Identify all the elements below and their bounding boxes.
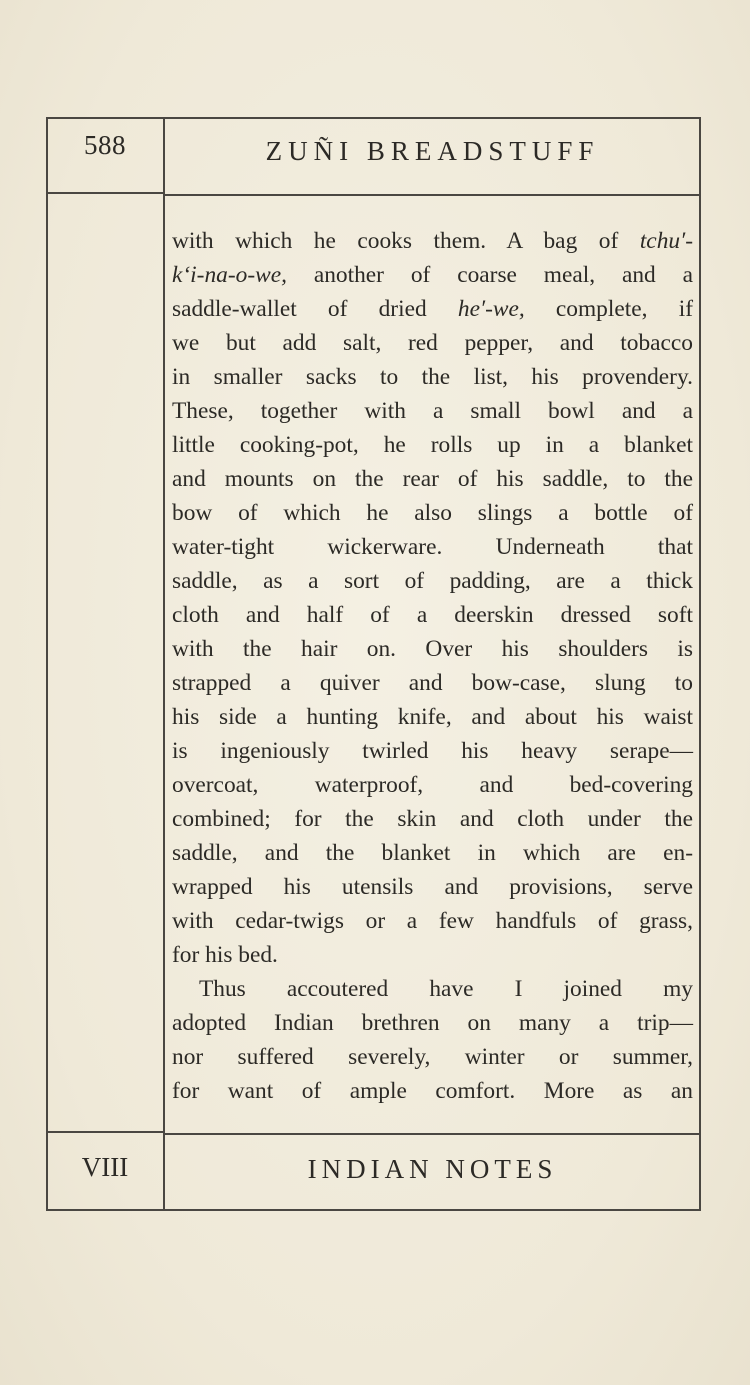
- footer-rule-left: [46, 1131, 164, 1133]
- running-head: ZUÑI BREADSTUFF: [265, 136, 600, 166]
- text-segment: Thus accoutered have I joined my: [199, 976, 693, 1002]
- text-segment: for want of ample comfort. More as an: [172, 1078, 693, 1104]
- text-segment: nor suffered severely, winter or summer,: [172, 1044, 693, 1070]
- text-segment: for his bed.: [172, 942, 278, 968]
- text-line: [172, 768, 693, 802]
- text-segment: These, together with a small bowl and a: [172, 398, 693, 424]
- text-line: [172, 598, 693, 632]
- text-segment: with the hair on. Over his shoulders is: [172, 636, 693, 662]
- italic-term: tchu′-: [639, 228, 693, 254]
- text-line: [172, 904, 693, 938]
- text-segment: we but add salt, red pepper, and tobacco: [172, 330, 693, 356]
- text-segment: saddle-wallet of dried: [172, 296, 458, 322]
- text-line: [172, 224, 693, 258]
- text-line: [172, 292, 693, 326]
- footer-rule-right: [164, 1133, 701, 1135]
- text-line: [172, 802, 693, 836]
- text-segment: is ingeniously twirled his heavy serape—: [172, 738, 693, 764]
- text-segment: in smaller sacks to the list, his provendery.: [172, 364, 693, 390]
- text-line: [172, 496, 693, 530]
- text-line: [172, 326, 693, 360]
- text-line: [172, 360, 693, 394]
- text-line: [172, 666, 693, 700]
- text-line: [172, 428, 693, 462]
- text-line: [172, 632, 693, 666]
- text-segment: with cedar-twigs or a few handfuls of grass,: [172, 908, 693, 934]
- text-segment: cloth and half of a deerskin dressed soft: [172, 602, 693, 628]
- text-line: [172, 462, 693, 496]
- italic-term: he′-we,: [457, 296, 525, 322]
- page-number: 588: [84, 130, 126, 160]
- italic-term: k‘i-na-o-we,: [172, 262, 287, 288]
- text-segment: combined; for the skin and cloth under the: [172, 806, 693, 832]
- text-segment: adopted Indian brethren on many a trip—: [172, 1010, 693, 1036]
- text-segment: saddle, as a sort of padding, are a thick: [172, 568, 693, 594]
- header-rule-left: [46, 192, 164, 194]
- body-text: [172, 224, 693, 1108]
- text-line: [172, 836, 693, 870]
- text-line: [172, 530, 693, 564]
- text-line: [172, 1006, 693, 1040]
- margin-rule: [163, 117, 165, 1211]
- text-line: [172, 700, 693, 734]
- text-segment: strapped a quiver and bow-case, slung to: [172, 670, 693, 696]
- text-segment: wrapped his utensils and provisions, serve: [172, 874, 693, 900]
- text-segment: water-tight wickerware. Underneath that: [172, 534, 693, 560]
- text-line: [172, 870, 693, 904]
- text-line: [172, 394, 693, 428]
- text-segment: little cooking-pot, he rolls up in a blanket: [172, 432, 693, 458]
- text-segment: saddle, and the blanket in which are en-: [172, 840, 693, 866]
- text-line: [172, 258, 693, 292]
- section-number: VIII: [81, 1152, 129, 1182]
- text-line: [172, 1040, 693, 1074]
- text-segment: and mounts on the rear of his saddle, to the: [172, 466, 693, 492]
- text-line: [172, 564, 693, 598]
- text-line: [172, 734, 693, 768]
- running-foot: INDIAN NOTES: [307, 1154, 558, 1184]
- header-rule-right: [164, 194, 701, 196]
- text-line: [172, 972, 693, 1006]
- text-segment: another of coarse meal, and a: [286, 262, 693, 288]
- text-segment: his side a hunting knife, and about his waist: [172, 704, 693, 730]
- text-segment: overcoat, waterproof, and bed-covering: [172, 772, 693, 798]
- text-segment: with which he cooks them. A bag of: [172, 228, 640, 254]
- text-line: [172, 938, 693, 972]
- text-segment: bow of which he also slings a bottle of: [172, 500, 693, 526]
- text-segment: complete, if: [524, 296, 693, 322]
- text-line: [172, 1074, 693, 1108]
